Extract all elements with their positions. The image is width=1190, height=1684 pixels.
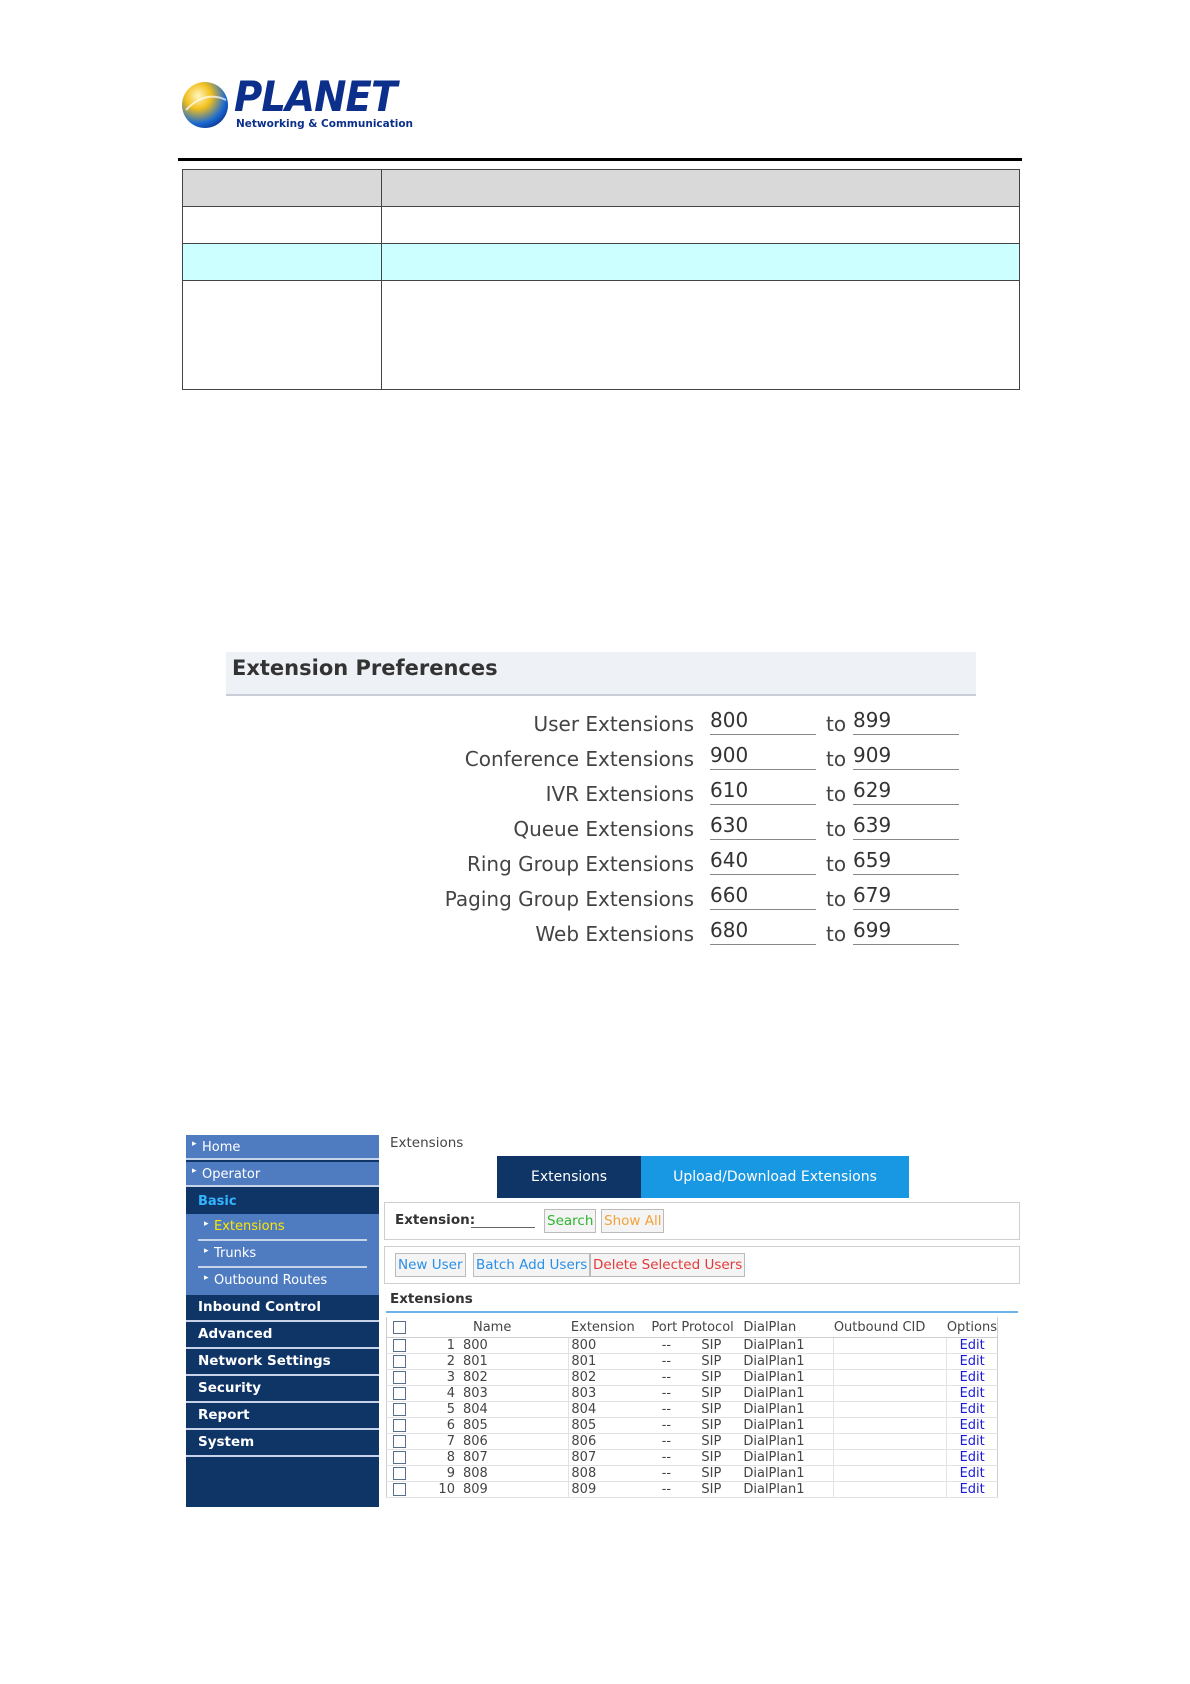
cell-outbound-cid [834, 1338, 947, 1354]
cell-dialplan: DialPlan1 [741, 1466, 833, 1482]
search-button[interactable]: Search [544, 1209, 596, 1233]
extension-range-label: Conference Extensions [464, 747, 694, 771]
extension-range-row [226, 741, 976, 775]
table-row [387, 1450, 998, 1466]
table-row [387, 1354, 998, 1370]
sidebar-item-label: Trunks [214, 1246, 257, 1261]
range-to-label: to [826, 817, 847, 841]
extension-preferences-title: Extension Preferences [232, 656, 498, 680]
column-header-options: Options [947, 1317, 998, 1338]
extensions-table [386, 1317, 998, 1498]
cell-port: -- [651, 1386, 681, 1402]
extension-preferences-header [226, 652, 976, 696]
cell-outbound-cid [834, 1466, 947, 1482]
extension-search-label: Extension: [395, 1212, 476, 1228]
extension-range-label: Web Extensions [535, 922, 694, 946]
range-to-label: to [826, 747, 847, 771]
sidebar-item-report[interactable] [186, 1403, 379, 1430]
caret-right-icon: ▸ [204, 1246, 209, 1256]
sidebar-subitem-trunks[interactable] [186, 1241, 379, 1268]
edit-link[interactable]: Edit [959, 1370, 985, 1385]
delete-selected-users-button[interactable]: Delete Selected Users [590, 1253, 745, 1277]
row-select-checkbox[interactable] [393, 1483, 406, 1496]
range-end-input[interactable]: 899 [853, 708, 959, 735]
edit-link[interactable]: Edit [959, 1450, 985, 1465]
parameter-table [182, 169, 1020, 390]
cell-protocol: SIP [681, 1466, 741, 1482]
tab-extensions[interactable]: Extensions [497, 1156, 641, 1198]
new-user-button[interactable]: New User [395, 1253, 466, 1277]
caret-right-icon: ▸ [192, 1166, 197, 1176]
row-index: 1 [421, 1338, 463, 1354]
edit-link[interactable]: Edit [959, 1338, 985, 1353]
sidebar-subitem-outbound-routes[interactable] [186, 1268, 379, 1295]
cell-dialplan: DialPlan1 [741, 1338, 833, 1354]
cell-extension: 800 [569, 1338, 651, 1354]
column-header-port: Port [651, 1317, 681, 1338]
sidebar-item-label: Network Settings [198, 1353, 331, 1369]
planet-logo [180, 72, 414, 134]
globe-icon [180, 80, 230, 130]
cell-port: -- [651, 1370, 681, 1386]
table-row [387, 1338, 998, 1354]
row-index: 9 [421, 1466, 463, 1482]
row-index: 6 [421, 1418, 463, 1434]
row-select-checkbox[interactable] [393, 1467, 406, 1480]
sidebar-item-label: Extensions [214, 1219, 285, 1234]
extension-range-row [226, 846, 976, 880]
range-start-input[interactable]: 660 [710, 883, 816, 910]
cell-extension: 804 [569, 1402, 651, 1418]
table-row [387, 1434, 998, 1450]
table-row [183, 281, 1020, 390]
cell-outbound-cid [834, 1482, 947, 1498]
sidebar-item-home[interactable] [186, 1135, 379, 1160]
table-row [387, 1370, 998, 1386]
brand-tagline: Networking & Communication [236, 118, 414, 130]
cell-port: -- [651, 1338, 681, 1354]
row-select-checkbox[interactable] [393, 1419, 406, 1432]
cell-name: 805 [463, 1418, 569, 1434]
row-select-checkbox[interactable] [393, 1339, 406, 1352]
caret-right-icon: ▸ [204, 1219, 209, 1229]
table-row [183, 207, 1020, 244]
page-title: Extensions [390, 1135, 464, 1151]
cell-outbound-cid [834, 1354, 947, 1370]
show-all-button[interactable]: Show All [601, 1209, 664, 1233]
row-index: 2 [421, 1354, 463, 1370]
tab-bar [497, 1156, 907, 1198]
row-select-checkbox[interactable] [393, 1403, 406, 1416]
table-row [387, 1386, 998, 1402]
range-end-input[interactable]: 639 [853, 813, 959, 840]
sidebar-item-security[interactable] [186, 1376, 379, 1403]
cell-dialplan: DialPlan1 [741, 1450, 833, 1466]
extensions-list-heading: Extensions [390, 1291, 473, 1307]
cell-dialplan: DialPlan1 [741, 1386, 833, 1402]
sidebar-subitem-extensions[interactable] [186, 1214, 379, 1241]
edit-link[interactable]: Edit [959, 1386, 985, 1401]
row-select-checkbox[interactable] [393, 1387, 406, 1400]
cell-outbound-cid [834, 1370, 947, 1386]
cell-name: 800 [463, 1338, 569, 1354]
range-to-label: to [826, 712, 847, 736]
sidebar-item-label: Security [198, 1380, 262, 1396]
column-header-name: Name [463, 1317, 569, 1338]
extension-range-label: Paging Group Extensions [444, 887, 694, 911]
cell-port: -- [651, 1450, 681, 1466]
cell-protocol: SIP [681, 1482, 741, 1498]
extension-range-label: User Extensions [533, 712, 694, 736]
sidebar-item-label: System [198, 1434, 255, 1450]
cell-port: -- [651, 1402, 681, 1418]
cell-dialplan: DialPlan1 [741, 1482, 833, 1498]
cell-extension: 809 [569, 1482, 651, 1498]
row-select-checkbox[interactable] [393, 1435, 406, 1448]
extension-range-row [226, 916, 976, 950]
extension-range-row [226, 776, 976, 810]
cell-dialplan: DialPlan1 [741, 1402, 833, 1418]
column-header-protocol: Protocol [681, 1317, 741, 1338]
extension-range-row [226, 811, 976, 845]
cell-dialplan: DialPlan1 [741, 1354, 833, 1370]
range-end-input[interactable]: 659 [853, 848, 959, 875]
range-start-input[interactable]: 900 [710, 743, 816, 770]
edit-link[interactable]: Edit [959, 1418, 985, 1433]
range-end-input[interactable]: 699 [853, 918, 959, 945]
extensions-admin-screenshot [186, 1135, 1020, 1507]
extension-range-row [226, 706, 976, 740]
caret-right-icon: ▸ [192, 1139, 197, 1149]
batch-add-users-button[interactable]: Batch Add Users [473, 1253, 590, 1277]
tab-upload-download-extensions[interactable]: Upload/Download Extensions [641, 1156, 909, 1198]
cell-name: 809 [463, 1482, 569, 1498]
edit-link[interactable]: Edit [959, 1402, 985, 1417]
sidebar-item-advanced[interactable] [186, 1322, 379, 1349]
cell-protocol: SIP [681, 1418, 741, 1434]
row-index: 7 [421, 1434, 463, 1450]
cell-name: 807 [463, 1450, 569, 1466]
cell-name: 802 [463, 1370, 569, 1386]
column-header-dialplan: DialPlan [741, 1317, 833, 1338]
cell-extension: 802 [569, 1370, 651, 1386]
cell-protocol: SIP [681, 1354, 741, 1370]
column-header-outbound-cid: Outbound CID [834, 1317, 947, 1338]
cell-extension: 806 [569, 1434, 651, 1450]
extension-range-row [226, 881, 976, 915]
row-select-checkbox[interactable] [393, 1355, 406, 1368]
sidebar-item-label: Advanced [198, 1326, 273, 1342]
extension-range-label: Ring Group Extensions [466, 852, 694, 876]
cell-name: 808 [463, 1466, 569, 1482]
cell-protocol: SIP [681, 1402, 741, 1418]
edit-link[interactable]: Edit [959, 1482, 985, 1497]
range-to-label: to [826, 852, 847, 876]
row-index: 4 [421, 1386, 463, 1402]
row-select-checkbox[interactable] [393, 1451, 406, 1464]
table-header-row [183, 170, 1020, 207]
extension-range-label: IVR Extensions [545, 782, 694, 806]
sidebar-item-label: Home [202, 1140, 241, 1155]
row-index: 5 [421, 1402, 463, 1418]
cell-outbound-cid [834, 1402, 947, 1418]
sidebar-item-label: Outbound Routes [214, 1273, 328, 1288]
heading-divider [386, 1311, 1018, 1313]
range-start-input[interactable]: 630 [710, 813, 816, 840]
sidebar-item-label: Report [198, 1407, 250, 1423]
cell-protocol: SIP [681, 1386, 741, 1402]
cell-name: 804 [463, 1402, 569, 1418]
cell-protocol: SIP [681, 1450, 741, 1466]
extension-search-input[interactable] [471, 1227, 535, 1228]
action-panel [384, 1246, 1020, 1284]
sidebar [186, 1135, 379, 1507]
cell-protocol: SIP [681, 1370, 741, 1386]
cell-dialplan: DialPlan1 [741, 1418, 833, 1434]
cell-protocol: SIP [681, 1434, 741, 1450]
cell-extension: 805 [569, 1418, 651, 1434]
cell-port: -- [651, 1482, 681, 1498]
edit-link[interactable]: Edit [959, 1354, 985, 1369]
cell-name: 803 [463, 1386, 569, 1402]
cell-outbound-cid [834, 1418, 947, 1434]
extension-range-label: Queue Extensions [513, 817, 694, 841]
table-row [387, 1418, 998, 1434]
sidebar-item-label: Basic [198, 1194, 237, 1209]
range-start-input[interactable]: 800 [710, 708, 816, 735]
column-header-extension: Extension [569, 1317, 651, 1338]
cell-dialplan: DialPlan1 [741, 1370, 833, 1386]
cell-protocol: SIP [681, 1338, 741, 1354]
cell-port: -- [651, 1418, 681, 1434]
range-end-input[interactable]: 679 [853, 883, 959, 910]
sidebar-item-basic[interactable] [186, 1189, 379, 1214]
cell-port: -- [651, 1434, 681, 1450]
cell-dialplan: DialPlan1 [741, 1434, 833, 1450]
cell-extension: 803 [569, 1386, 651, 1402]
edit-link[interactable]: Edit [959, 1466, 985, 1481]
caret-right-icon: ▸ [204, 1273, 209, 1283]
table-row [387, 1466, 998, 1482]
cell-outbound-cid [834, 1434, 947, 1450]
table-row [387, 1482, 998, 1498]
row-index: 8 [421, 1450, 463, 1466]
cell-port: -- [651, 1466, 681, 1482]
range-to-label: to [826, 782, 847, 806]
sidebar-item-label: Inbound Control [198, 1299, 321, 1315]
range-start-input[interactable]: 680 [710, 918, 816, 945]
table-row-highlighted [183, 244, 1020, 281]
row-select-checkbox[interactable] [393, 1371, 406, 1384]
search-panel [384, 1202, 1020, 1240]
sidebar-item-label: Operator [202, 1167, 261, 1182]
header-divider [178, 158, 1022, 161]
select-all-checkbox[interactable] [393, 1321, 406, 1334]
range-start-input[interactable]: 610 [710, 778, 816, 805]
range-to-label: to [826, 887, 847, 911]
extension-preferences-panel [226, 652, 976, 972]
sidebar-item-operator[interactable] [186, 1162, 379, 1187]
cell-outbound-cid [834, 1450, 947, 1466]
sidebar-item-network-settings[interactable] [186, 1349, 379, 1376]
cell-extension: 807 [569, 1450, 651, 1466]
range-end-input[interactable]: 629 [853, 778, 959, 805]
edit-link[interactable]: Edit [959, 1434, 985, 1449]
cell-extension: 808 [569, 1466, 651, 1482]
table-row [387, 1402, 998, 1418]
cell-name: 806 [463, 1434, 569, 1450]
brand-name: PLANET [234, 72, 397, 121]
row-index: 3 [421, 1370, 463, 1386]
range-end-input[interactable]: 909 [853, 743, 959, 770]
cell-extension: 801 [569, 1354, 651, 1370]
table-header-row [387, 1317, 998, 1338]
sidebar-item-inbound-control[interactable] [186, 1295, 379, 1322]
cell-name: 801 [463, 1354, 569, 1370]
cell-port: -- [651, 1354, 681, 1370]
row-index: 10 [421, 1482, 463, 1498]
range-to-label: to [826, 922, 847, 946]
sidebar-item-system[interactable] [186, 1430, 379, 1457]
range-start-input[interactable]: 640 [710, 848, 816, 875]
cell-outbound-cid [834, 1386, 947, 1402]
